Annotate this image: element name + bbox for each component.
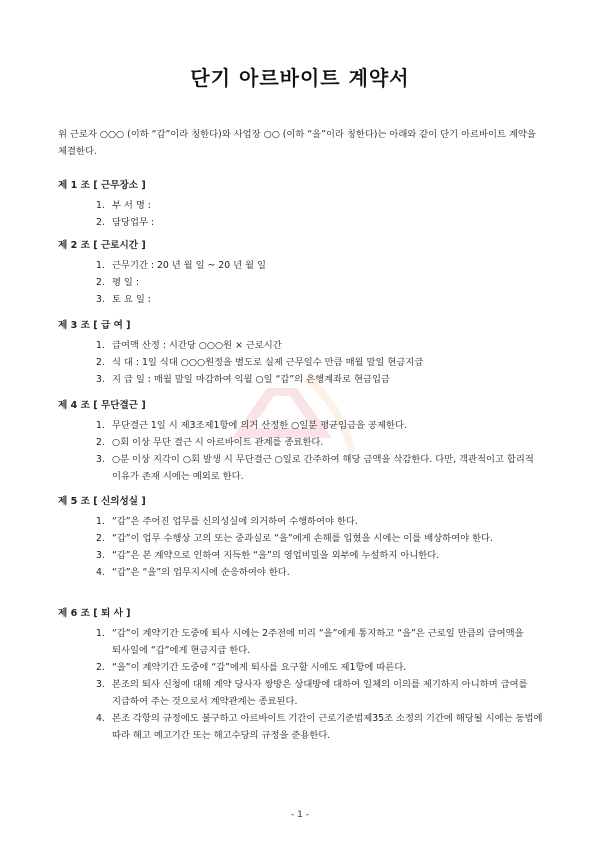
list-item <box>96 214 550 231</box>
intro-paragraph: 위 근로자 ○○○ (이하 “갑”이라 칭한다)와 사업장 ○○ (이하 “을”이라 칭한다)는 아래와 같이 단기 아르바이트 계약을 체결한다. <box>58 129 536 157</box>
item-number: 2. <box>96 533 105 544</box>
item-number: 1. <box>96 200 105 211</box>
list-item <box>96 197 550 214</box>
page-number: - 1 - <box>291 810 309 820</box>
list-item <box>96 547 550 564</box>
item-number: 2. <box>96 662 105 673</box>
list-item <box>96 451 550 485</box>
list-item <box>96 291 550 308</box>
item-text: “갑”이 업무 수행상 고의 또는 중과실로 “을”에게 손해를 입혔을 시에는 이를 배상하여야 한다. <box>112 533 493 544</box>
item-number: 1. <box>96 516 105 527</box>
item-number: 2. <box>96 217 105 228</box>
item-number: 1. <box>96 260 105 271</box>
item-text: “갑”은 “을”의 업무지시에 순응하여야 한다. <box>112 567 290 578</box>
item-number: 4. <box>96 713 105 724</box>
item-text: 지 급 일 : 매월 말일 마감하여 익월 ○일 “갑”의 은행계좌로 현금입금 <box>112 374 390 385</box>
item-text: 무단결근 1일 시 제3조제1항에 의거 산정한 ○일분 평균임금을 공제한다. <box>112 420 407 431</box>
list-item <box>96 564 550 581</box>
item-text: 급여액 산정 : 시간당 ○○○원 × 근로시간 <box>112 340 282 351</box>
list-item <box>96 659 550 676</box>
item-text: ○분 이상 지각이 ○회 발생 시 무단결근 ○일로 간주하여 해당 금액을 삭감한다. 다만, 객관적이고 합리적 이유가 존재 시에는 예외로 한다. <box>112 454 534 482</box>
list-item <box>96 274 550 291</box>
item-text: “갑”은 주어진 업무를 신의성실에 의거하여 수행하여야 한다. <box>112 516 358 527</box>
item-number: 1. <box>96 340 105 351</box>
article-6 <box>58 606 550 744</box>
item-text: “갑”이 계약기간 도중에 퇴사 시에는 2주전에 미리 “을”에게 통지하고 “을”은 근로일 만큼의 급여액을 퇴사일에 “갑”에게 현금지급 한다. <box>112 628 524 656</box>
article-heading: 제 5 조 [ 신의성실 ] <box>58 496 146 507</box>
item-text: 담당업무 : <box>112 217 155 228</box>
item-number: 1. <box>96 628 105 639</box>
list-item <box>96 530 550 547</box>
article-heading: 제 1 조 [ 근무장소 ] <box>58 180 146 191</box>
item-number: 1. <box>96 420 105 431</box>
list-item <box>96 354 550 371</box>
item-number: 3. <box>96 294 105 305</box>
article-heading: 제 6 조 [ 퇴 사 ] <box>58 608 131 619</box>
list-item <box>96 417 550 434</box>
list-item <box>96 676 550 710</box>
list-item <box>96 513 550 530</box>
article-4 <box>58 398 550 485</box>
item-text: 근무기간 : 20 년 월 일 ~ 20 년 월 일 <box>112 260 266 271</box>
article-heading: 제 2 조 [ 근로시간 ] <box>58 240 146 251</box>
article-heading: 제 3 조 [ 급 여 ] <box>58 320 131 331</box>
list-item <box>96 710 550 744</box>
item-text: 토 요 일 : <box>112 294 151 305</box>
item-number: 2. <box>96 277 105 288</box>
list-item <box>96 371 550 388</box>
item-number: 3. <box>96 679 105 690</box>
item-text: 식 대 : 1일 식대 ○○○원정을 별도로 실제 근무일수 만큼 매월 말일 현금지급 <box>112 357 424 368</box>
article-5 <box>58 494 550 581</box>
item-number: 4. <box>96 567 105 578</box>
item-number: 3. <box>96 374 105 385</box>
article-2 <box>58 238 550 308</box>
article-heading: 제 4 조 [ 무단결근 ] <box>58 400 146 411</box>
item-text: “갑”은 본 계약으로 인하여 지득한 “을”의 영업비밀을 외부에 누설하지 아니한다. <box>112 550 440 561</box>
item-text: 본조 각항의 규정에도 불구하고 아르바이트 기간이 근로기준법제35조 소정의 기간에 해당될 시에는 동법에 따라 해고 예고기간 또는 해고수당의 규정을 준용한다. <box>112 713 543 741</box>
item-text: ○회 이상 무단 결근 시 아르바이트 관계를 종료한다. <box>112 437 324 448</box>
item-number: 2. <box>96 357 105 368</box>
item-text: 본조의 퇴사 신청에 대해 계약 당사자 쌍방은 상대방에 대하여 일체의 이의를 제기하지 아니하며 급여를 지급하여 주는 것으로서 계약관계는 종료된다. <box>112 679 528 707</box>
list-item <box>96 257 550 274</box>
list-item <box>96 434 550 451</box>
article-1 <box>58 178 550 231</box>
document-title: 단기 아르바이트 계약서 <box>190 66 410 90</box>
item-number: 3. <box>96 454 105 465</box>
item-text: 부 서 명 : <box>112 200 151 211</box>
article-3 <box>58 318 550 388</box>
item-text: “을”이 계약기간 도중에 “갑”에게 퇴사를 요구할 시에도 제1항에 따른다. <box>112 662 407 673</box>
list-item <box>96 625 550 659</box>
list-item <box>96 337 550 354</box>
item-text: 평 일 : <box>112 277 140 288</box>
item-number: 2. <box>96 437 105 448</box>
item-number: 3. <box>96 550 105 561</box>
